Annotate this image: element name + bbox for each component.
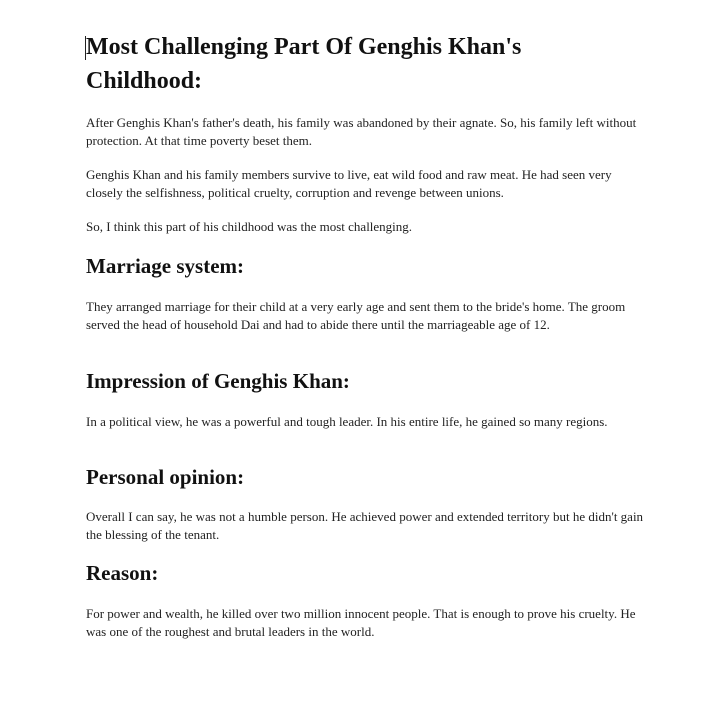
heading-impression: Impression of Genghis Khan: xyxy=(86,369,350,393)
paragraph-intro-1: After Genghis Khan's father's death, his family was abandoned by their agnate. So, his family left without protection. At that time poverty beset them. xyxy=(86,115,637,148)
heading-personal-opinion: Personal opinion: xyxy=(86,465,245,489)
heading-marriage-system: Marriage system: xyxy=(86,254,245,278)
heading-reason: Reason: xyxy=(86,561,159,585)
paragraph-reason: For power and wealth, he killed over two million innocent people. That is enough to prove his cruelty. He was one of the roughest and brutal leaders in the world. xyxy=(86,606,636,639)
paragraph-marriage-system: They arranged marriage for their child at a very early age and sent them to the bride's home. The groom served the head of household Dai and had to abide there until the marriageable age of 12. xyxy=(86,299,626,332)
paragraph-intro-3: So, I think this part of his childhood was the most challenging. xyxy=(86,219,413,234)
paragraph-personal-opinion: Overall I can say, he was not a humble person. He achieved power and extended territory but he didn't gain the blessing of the tenant. xyxy=(86,509,644,542)
paragraph-impression: In a political view, he was a powerful and tough leader. In his entire life, he gained so many regions. xyxy=(86,414,608,429)
paragraph-intro-2: Genghis Khan and his family members survive to live, eat wild food and raw meat. He had seen very closely the selfishness, political cruelty, corruption and revenge between unions. xyxy=(86,167,612,200)
document-body[interactable] xyxy=(86,30,646,641)
document-title: Most Challenging Part Of Genghis Khan's Childhood: xyxy=(86,34,522,94)
